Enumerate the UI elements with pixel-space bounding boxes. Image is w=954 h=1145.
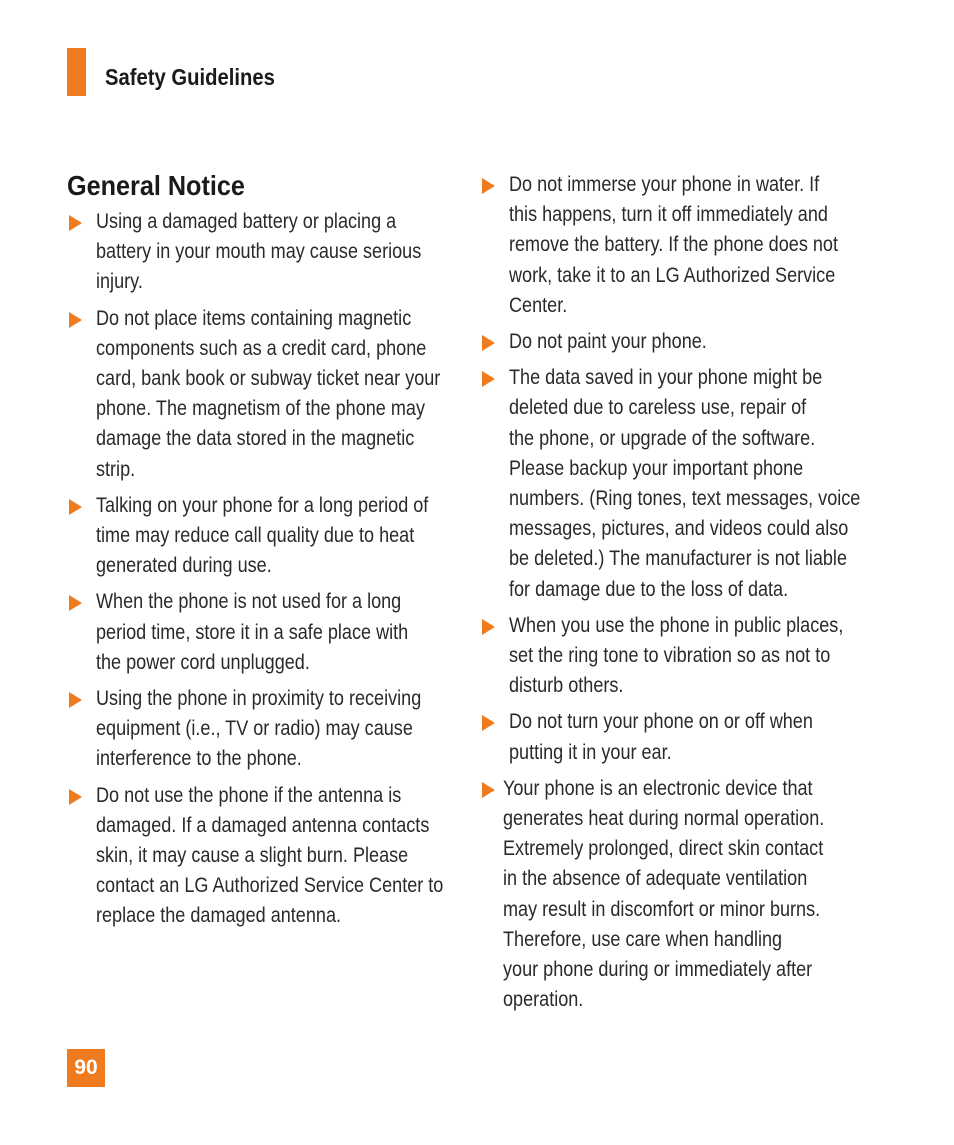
list-item — [67, 304, 457, 485]
list-item — [480, 774, 880, 1016]
list-item-text: When the phone is not used for a long period time, store it in a safe place with the power cord unplugged. — [96, 590, 409, 674]
triangle-bullet-icon — [69, 312, 82, 328]
list-item — [480, 363, 880, 605]
page-heading: General Notice — [67, 170, 245, 201]
list-item-text: Talking on your phone for a long period of time may reduce call quality due to heat generated during use. — [96, 493, 429, 578]
list-item-text: Using the phone in proximity to receiving equipment (i.e., TV or radio) may cause interference to the phone. — [96, 687, 422, 771]
triangle-bullet-icon — [482, 782, 495, 798]
triangle-bullet-icon — [69, 789, 82, 805]
left-column — [67, 207, 457, 938]
list-item-text: The data saved in your phone might be deleted due to careless use, repair of the phone, or upgrade of the software. Please backup your important phone numbers. (Ring tones, text messages, voice messages, pictures, and videos could also be deleted.) The manufacturer is not liable for damage due to the loss of data. — [509, 366, 861, 601]
list-item-text: Do not use the phone if the antenna is damaged. If a damaged antenna contacts skin, it may cause a slight burn. Please contact an LG Authorized Service Center to replace the damaged antenna. — [96, 783, 444, 928]
triangle-bullet-icon — [482, 335, 495, 351]
triangle-bullet-icon — [482, 715, 495, 731]
list-item-text: Do not place items containing magnetic components such as a credit card, phone card, bank book or subway ticket near your phone. The magnetism of the phone may damage the data stored in the magnetic strip. — [96, 306, 441, 481]
section-title: Safety Guidelines — [105, 64, 275, 90]
triangle-bullet-icon — [482, 371, 495, 387]
section-accent-bar — [67, 48, 86, 96]
right-column — [480, 170, 880, 1021]
list-item — [480, 327, 880, 357]
list-item-text: Your phone is an electronic device that generates heat during normal operation. Extremely prolonged, direct skin contact in the absence of adequate ventilation may result in discomfort or minor burns. Therefore, use care when handling your phone during or immediately after operation. — [503, 776, 825, 1012]
list-item — [480, 611, 880, 702]
list-item — [480, 170, 880, 321]
list-item — [67, 684, 457, 775]
triangle-bullet-icon — [69, 692, 82, 708]
list-item — [67, 491, 457, 582]
list-item-text: Do not immerse your phone in water. If this happens, turn it off immediately and remove the battery. If the phone does not work, take it to an LG Authorized Service Center. — [509, 173, 838, 317]
list-item-text: When you use the phone in public places, set the ring tone to vibration so as not to disturb others. — [509, 613, 844, 698]
triangle-bullet-icon — [69, 499, 82, 515]
triangle-bullet-icon — [69, 595, 82, 611]
page-number-badge: 90 — [67, 1049, 105, 1087]
triangle-bullet-icon — [69, 215, 82, 231]
list-item-text: Using a damaged battery or placing a battery in your mouth may cause serious injury. — [96, 210, 422, 294]
triangle-bullet-icon — [482, 619, 495, 635]
list-item-text: Do not turn your phone on or off when putting it in your ear. — [509, 710, 813, 764]
triangle-bullet-icon — [482, 178, 495, 194]
list-item — [67, 587, 457, 678]
list-item — [67, 781, 457, 932]
list-item-text: Do not paint your phone. — [509, 330, 707, 354]
list-item — [67, 207, 457, 298]
list-item — [480, 707, 880, 767]
